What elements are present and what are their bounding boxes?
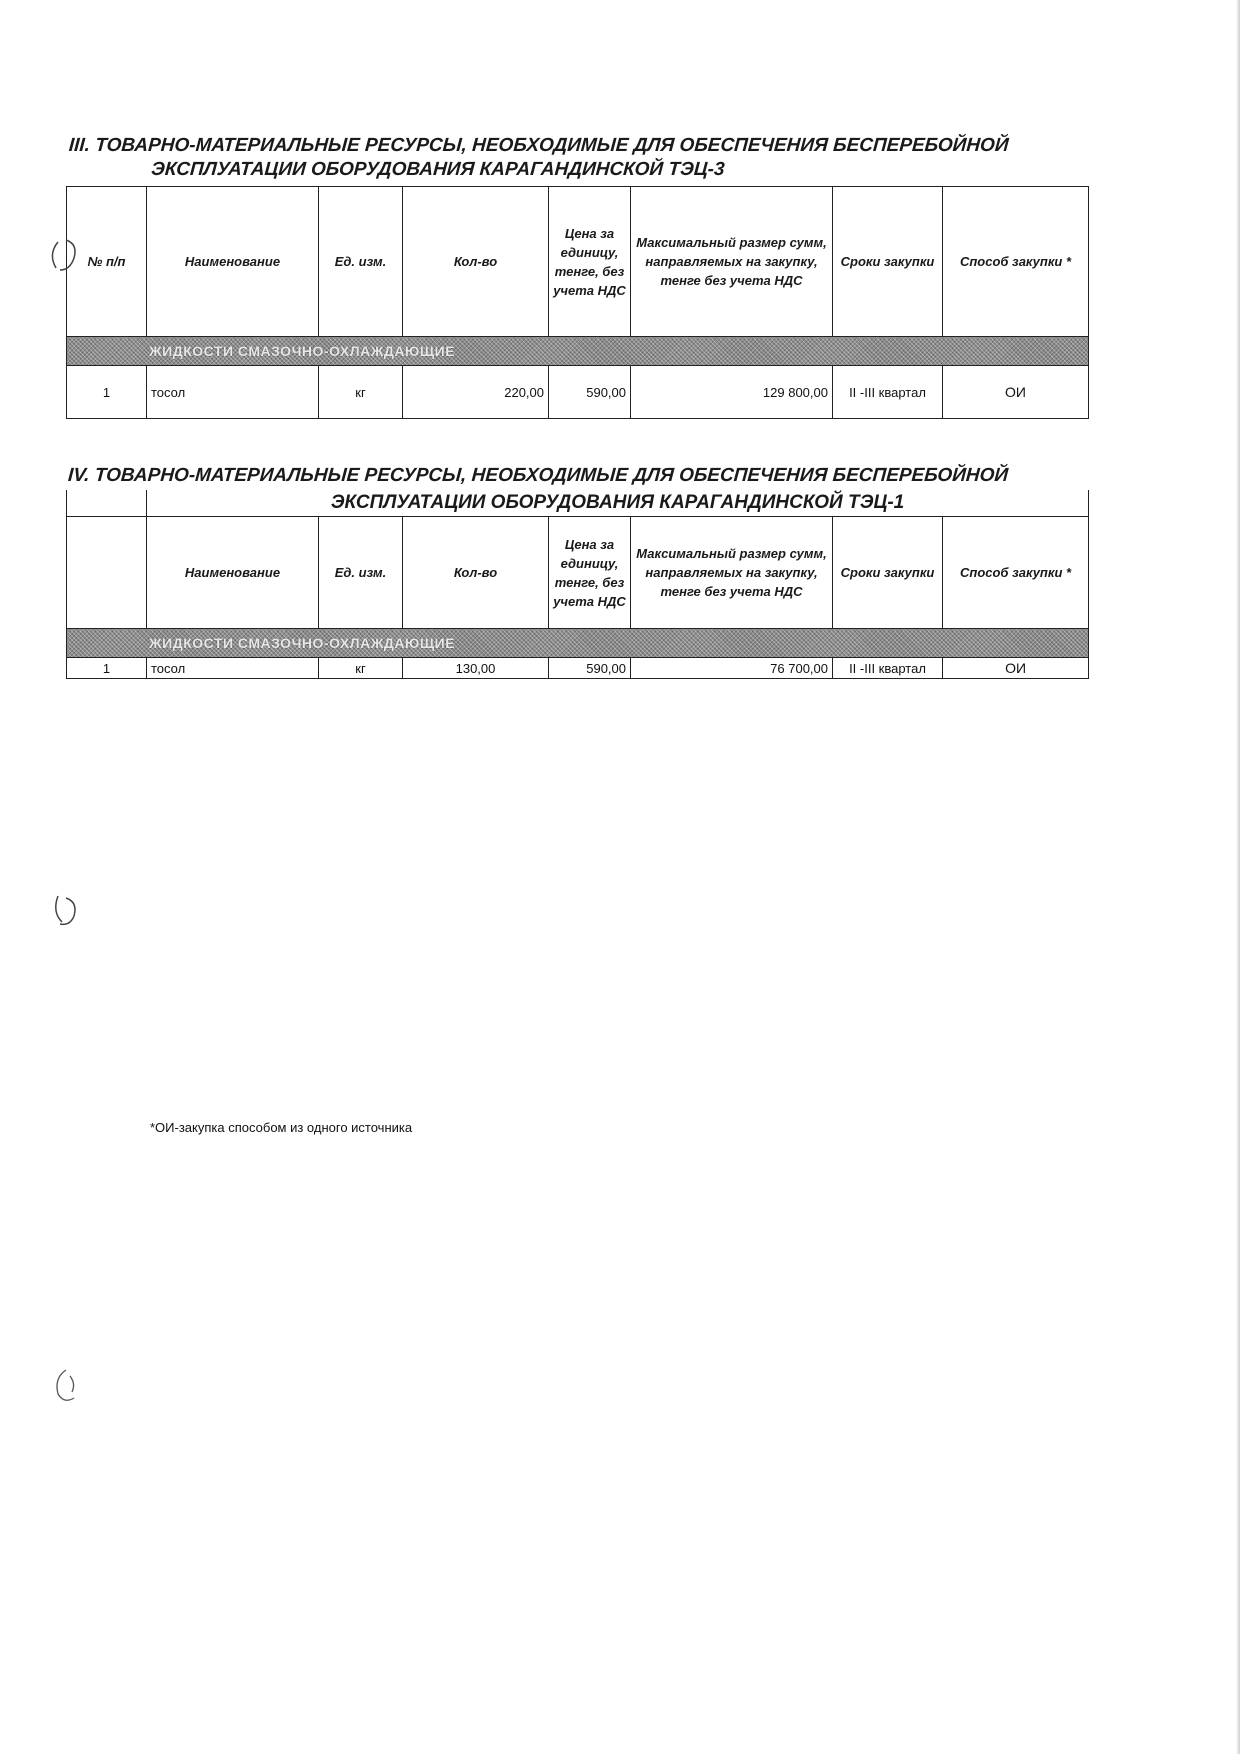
header-method: Способ закупки * xyxy=(943,517,1089,629)
caption-row xyxy=(67,490,1089,517)
header-row xyxy=(67,187,1089,337)
header-unit: Ед. изм. xyxy=(319,517,403,629)
header-price: Цена за единицу, тенге, без учета НДС xyxy=(549,187,631,337)
header-num: № п/п xyxy=(67,187,147,337)
cell-term: II -III квартал xyxy=(833,366,943,419)
cell-unit: кг xyxy=(319,658,403,679)
section-3-table xyxy=(66,186,1089,419)
cell-max-sum: 129 800,00 xyxy=(631,366,833,419)
section-4-title-line-1: IV. ТОВАРНО-МАТЕРИАЛЬНЫЕ РЕСУРСЫ, НЕОБХОДИМЫЕ ДЛЯ ОБЕСПЕЧЕНИЯ БЕСПЕРЕБОЙНОЙ xyxy=(67,465,1009,486)
header-term: Сроки закупки xyxy=(833,187,943,337)
cell-num: 1 xyxy=(67,366,147,419)
section-3-title-line-2: ЭКСПЛУАТАЦИИ ОБОРУДОВАНИЯ КАРАГАНДИНСКОЙ ТЭЦ-3 xyxy=(150,159,726,180)
section-3-title-line-1: III. ТОВАРНО-МАТЕРИАЛЬНЫЕ РЕСУРСЫ, НЕОБХОДИМЫЕ ДЛЯ ОБЕСПЕЧЕНИЯ БЕСПЕРЕБОЙНОЙ xyxy=(68,135,1010,156)
section-3-title xyxy=(66,134,1089,182)
cell-price: 590,00 xyxy=(549,366,631,419)
binder-hole-mark xyxy=(46,1366,90,1410)
group-row xyxy=(67,337,1089,366)
group-label: ЖИДКОСТИ СМАЗОЧНО-ОХЛАЖДАЮЩИЕ xyxy=(67,629,1089,658)
cell-unit: кг xyxy=(319,366,403,419)
section-4-title-line-2: ЭКСПЛУАТАЦИИ ОБОРУДОВАНИЯ КАРАГАНДИНСКОЙ ТЭЦ-1 xyxy=(147,490,1089,517)
cell-name: тосол xyxy=(147,658,319,679)
header-row xyxy=(67,517,1089,629)
binder-hole-mark xyxy=(48,892,92,932)
group-row xyxy=(67,629,1089,658)
cell-qty: 220,00 xyxy=(403,366,549,419)
cell-qty: 130,00 xyxy=(403,658,549,679)
footnote: *ОИ-закупка способом из одного источника xyxy=(150,1120,413,1135)
header-name: Наименование xyxy=(147,517,319,629)
cell-max-sum: 76 700,00 xyxy=(631,658,833,679)
header-max-sum: Максимальный размер сумм, направляемых на закупку, тенге без учета НДС xyxy=(631,187,833,337)
header-max-sum: Максимальный размер сумм, направляемых на закупку, тенге без учета НДС xyxy=(631,517,833,629)
header-term: Сроки закупки xyxy=(833,517,943,629)
header-method: Способ закупки * xyxy=(943,187,1089,337)
cell-method: ОИ xyxy=(943,658,1089,679)
section-4-table xyxy=(66,490,1089,679)
cell-term: II -III квартал xyxy=(833,658,943,679)
table-row xyxy=(67,658,1089,679)
header-num xyxy=(67,517,147,629)
header-unit: Ед. изм. xyxy=(319,187,403,337)
group-label: ЖИДКОСТИ СМАЗОЧНО-ОХЛАЖДАЮЩИЕ xyxy=(67,337,1089,366)
section-4-title xyxy=(67,464,1089,488)
table-row xyxy=(67,366,1089,419)
cell-method: ОИ xyxy=(943,366,1089,419)
header-qty: Кол-во xyxy=(403,517,549,629)
binder-hole-mark xyxy=(44,236,94,276)
header-price: Цена за единицу, тенге, без учета НДС xyxy=(549,517,631,629)
caption-spacer xyxy=(67,490,147,517)
cell-num: 1 xyxy=(67,658,147,679)
scan-edge-shadow xyxy=(1236,0,1240,1754)
header-qty: Кол-во xyxy=(403,187,549,337)
cell-name: тосол xyxy=(147,366,319,419)
header-name: Наименование xyxy=(147,187,319,337)
cell-price: 590,00 xyxy=(549,658,631,679)
